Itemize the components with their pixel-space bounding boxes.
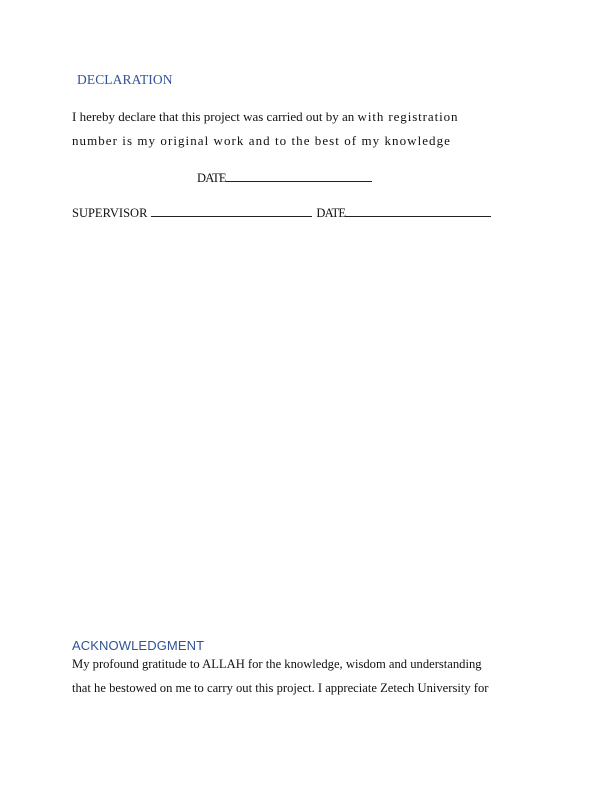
declaration-heading: DECLARATION — [77, 72, 173, 87]
supervisor-date-line — [345, 205, 491, 217]
acknowledgment-paragraph-line-1: My profound gratitude to ALLAH for the knowledge, wisdom and understanding — [72, 657, 482, 671]
date-label: DATE — [197, 171, 226, 185]
supervisor-signature-line — [151, 205, 312, 217]
acknowledgment-heading: ACKNOWLEDGMENT — [72, 638, 205, 653]
supervisor-signature-row — [72, 205, 491, 221]
declaration-text-part-2: with registration — [357, 109, 459, 124]
declaration-text-part-1: I hereby declare that this project was carried out by an — [72, 109, 358, 124]
date-signature-line — [226, 170, 372, 182]
declaration-paragraph-line-1 — [72, 109, 458, 125]
student-date-row — [197, 170, 372, 186]
supervisor-label: SUPERVISOR — [72, 206, 148, 220]
acknowledgment-paragraph-line-2: that he bestowed on me to carry out this project. I appreciate Zetech University for — [72, 681, 489, 695]
declaration-paragraph-line-2: number is my original work and to the best of my knowledge — [72, 133, 451, 148]
supervisor-date-label: DATE — [316, 206, 346, 220]
